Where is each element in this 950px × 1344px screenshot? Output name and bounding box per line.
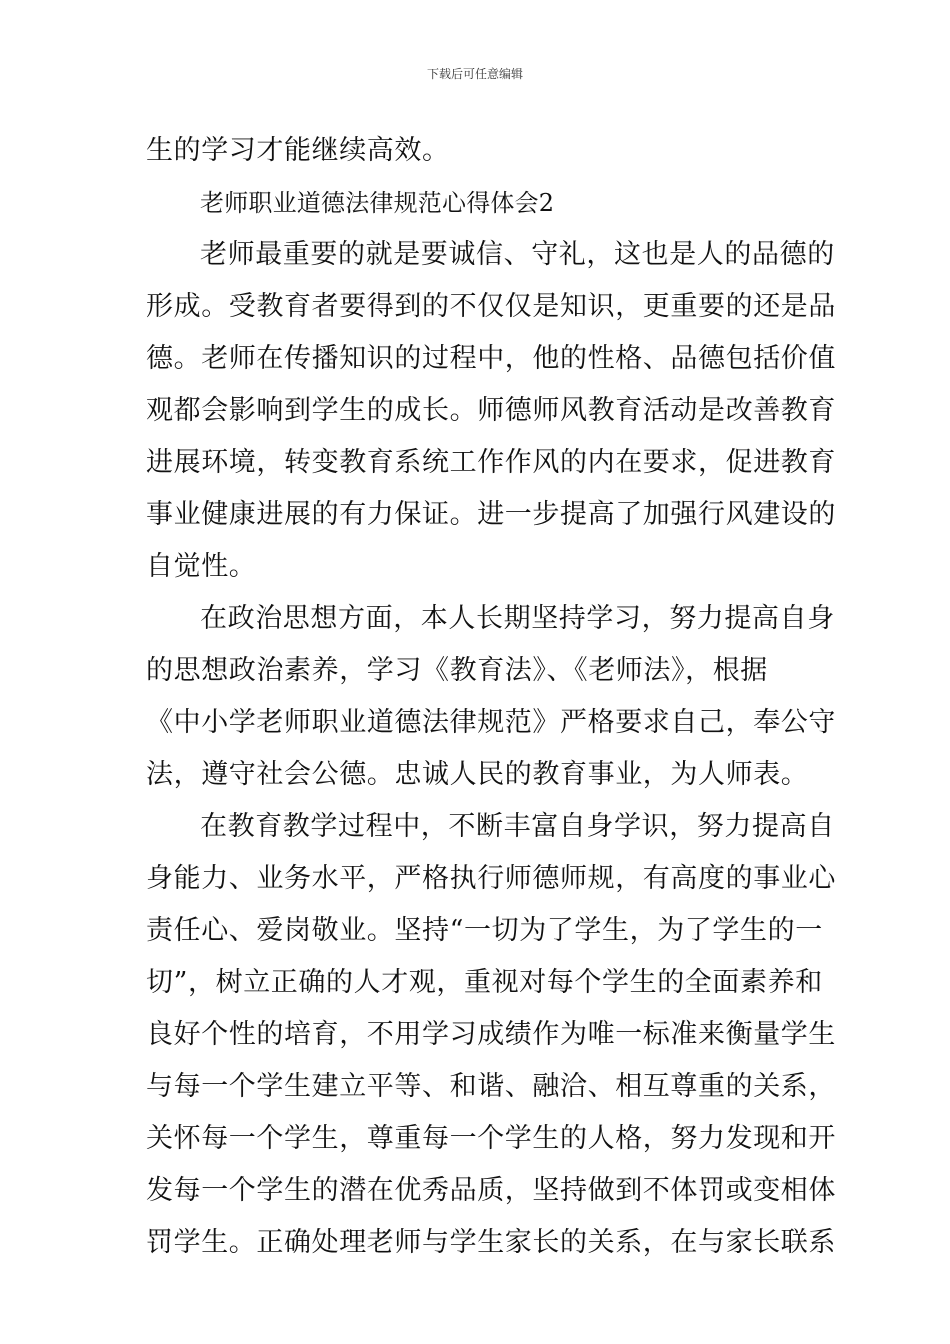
text-line: 身能力、业务水平，严格执行师德师规，有高度的事业心 [146,863,836,894]
text-line: 进展环境，转变教育系统工作作风的内在要求，促进教育 [146,447,836,478]
text-line: 法，遵守社会公德。忠诚人民的教育事业，为人师表。 [146,759,809,790]
text-line: 自觉性。 [146,551,257,582]
text-line: 良好个性的培育，不用学习成绩作为唯一标准来衡量学生 [146,1019,836,1050]
text-line: 生的学习才能继续高效。 [146,135,450,166]
text-line: 形成。受教育者要得到的不仅仅是知识，更重要的还是品 [146,291,836,322]
page-header: 下载后可任意编辑 [426,67,523,81]
document-body [146,125,836,1269]
text-line: 切”，树立正确的人才观，重视对每个学生的全面素养和 [146,967,823,998]
text-line: 责任心、爱岗敬业。坚持“一切为了学生，为了学生的一 [146,915,823,946]
paragraph-first-line: 在政治思想方面，本人长期坚持学习，努力提高自身 [200,603,835,634]
text-line: 罚学生。正确处理老师与学生家长的关系，在与家长联系 [146,1227,836,1258]
paragraph-first-line: 老师最重要的就是要诚信、守礼，这也是人的品德的 [200,239,835,270]
text-line: 德。老师在传播知识的过程中，他的性格、品德包括价值 [146,343,836,374]
text-line: 的思想政治素养，学习《教育法》、《老师法》，根据 [146,655,768,686]
text-line: 《中小学老师职业道德法律规范》严格要求自己，奉公守 [146,707,836,738]
section-title: 老师职业道德法律规范心得体会2 [200,189,555,217]
text-line: 关怀每一个学生，尊重每一个学生的人格，努力发现和开 [146,1123,836,1154]
paragraph-first-line: 在教育教学过程中，不断丰富自身学识，努力提高自 [200,811,835,842]
text-line: 观都会影响到学生的成长。师德师风教育活动是改善教育 [146,395,836,426]
text-line: 与每一个学生建立平等、和谐、融洽、相互尊重的关系， [146,1071,836,1102]
text-line: 事业健康进展的有力保证。进一步提高了加强行风建设的 [146,499,836,530]
text-line: 发每一个学生的潜在优秀品质，坚持做到不体罚或变相体 [146,1175,836,1206]
